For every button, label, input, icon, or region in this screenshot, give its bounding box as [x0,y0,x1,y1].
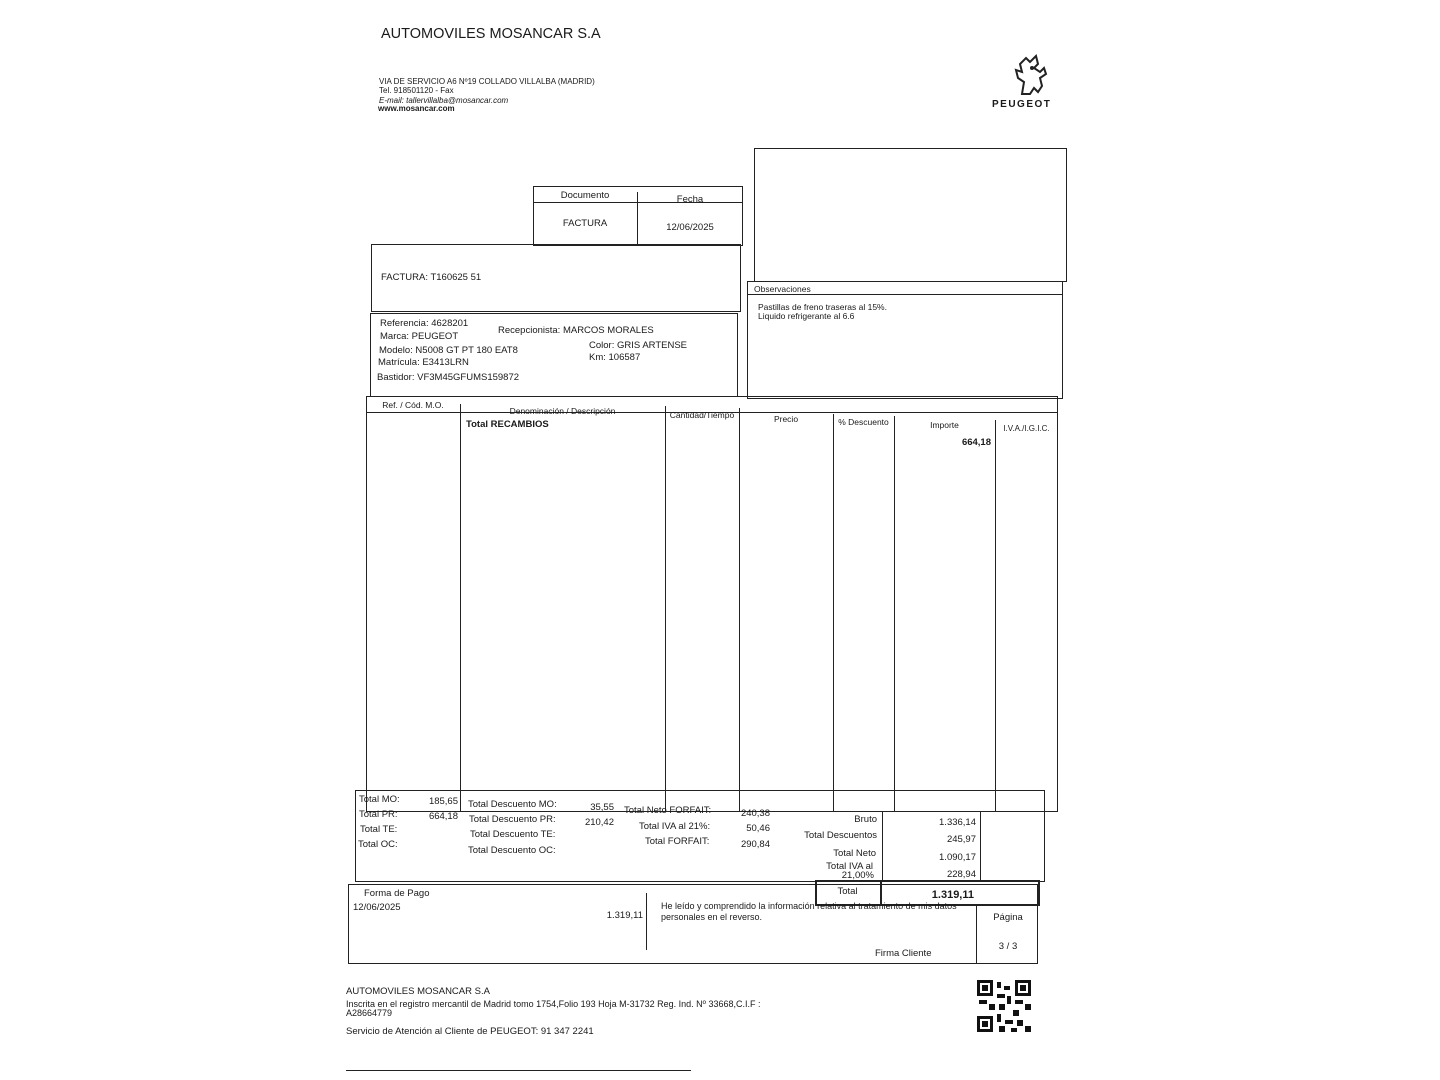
header-iva: I.V.A./I.G.I.C. [1003,424,1050,433]
documento-value: FACTURA [562,218,608,229]
header-dto: % Descuento [838,417,889,427]
total-descuentos-value: 245,97 [946,834,976,845]
fecha-value: 12/06/2025 [666,222,714,233]
peugeot-lion-icon [1008,52,1052,98]
pagina-label: Página [993,912,1023,923]
footer-cif: A28664779 [346,1008,393,1018]
grand-total-value: 1.319,11 [931,889,974,901]
brand-name: PEUGEOT [992,99,1052,110]
bruto-value: 1.336,14 [939,817,976,828]
forma-pago-label: Forma de Pago [364,888,430,899]
items-table [366,396,1058,812]
bruto-label: Bruto [854,814,877,825]
total-pr-label: Total PR: [359,809,398,820]
header-importe: Importe [930,420,959,430]
vehicle-km: Km: 106587 [589,352,641,363]
total-dmo-value: 35,55 [590,802,614,813]
total-iva-forfait-label: Total IVA al 21%: [639,821,711,832]
company-name: AUTOMOVILES MOSANCAR S.A [381,26,601,42]
header-ref: Ref. / Cód. M.O. [382,400,444,410]
header-desc: Denominación / Descripción [509,406,616,416]
total-forfait-value: 290,84 [740,839,770,850]
footer-divider [346,1070,691,1071]
total-iva-label: Total IVA al [826,861,873,872]
total-dpr-label: Total Descuento PR: [469,814,556,825]
vehicle-marca: Marca: PEUGEOT [380,331,459,342]
total-iva-pct: 21,00% [841,870,874,881]
total-neto-forfait-label: Total Neto FORFAIT: [624,805,712,816]
company-address: VIA DE SERVICIO A6 Nº19 COLLADO VILLALBA (MADRID) [379,77,595,86]
vehicle-recepcionista: Recepcionista: MARCOS MORALES [498,325,654,336]
observaciones-line1: Pastillas de freno traseras al 15%. [758,302,887,312]
total-mo-label: Total MO: [359,794,400,805]
total-doc-label: Total Descuento OC: [468,845,556,856]
total-oc-label: Total OC: [358,839,398,850]
header-precio: Precio [773,414,799,424]
footer-registry: Inscrita en el registro mercantil de Madrid tomo 1754,Folio 193 Hoja M-31732 Reg. Ind. Nº 33668,C.I.F : [346,999,761,1009]
documento-label: Documento [560,190,610,201]
payment-amount: 1.319,11 [606,910,643,921]
total-dte-label: Total Descuento TE: [470,829,556,840]
total-pr-value: 664,18 [428,811,458,822]
total-neto-value: 1.090,17 [939,852,976,863]
row-importe: 664,18 [961,437,991,448]
company-tel: Tel. 918501120 - Fax [379,86,454,95]
vehicle-referencia: Referencia: 4628201 [380,318,469,329]
company-web: www.mosancar.com [378,104,455,113]
company-email: E-mail: tallervillalba@mosancar.com [379,96,509,105]
total-dpr-value: 210,42 [584,817,614,828]
vehicle-bastidor: Bastidor: VF3M45GFUMS159872 [377,372,520,383]
grand-total-label: Total [837,886,858,897]
pagina-value: 3 / 3 [998,941,1018,952]
client-address-box [754,148,1067,282]
invoice-number: FACTURA: T160625 51 [381,272,482,283]
footer-company: AUTOMOVILES MOSANCAR S.A [346,986,490,997]
legal-text-line2: personales en el reverso. [661,912,763,922]
total-mo-value: 185,65 [428,796,458,807]
row-description: Total RECAMBIOS [466,419,549,430]
observaciones-box [747,281,1063,399]
total-descuentos-label: Total Descuentos [804,830,877,841]
header-cant: Cantidad/Tiempo [669,410,735,420]
total-neto-forfait-value: 240,38 [740,808,770,819]
payment-box [348,884,1038,964]
footer-service: Servicio de Atención al Cliente de PEUGEOT: 91 347 2241 [346,1026,594,1037]
total-neto-label: Total Neto [833,848,876,859]
observaciones-line2: Liquido refrigerante al 6.6 [758,311,855,321]
vehicle-color: Color: GRIS ARTENSE [589,340,688,351]
legal-text-line1: He leído y comprendido la información relativa al tratamiento de mis datos [661,901,957,911]
observaciones-label: Observaciones [754,284,811,294]
total-forfait-label: Total FORFAIT: [645,836,710,847]
total-dmo-label: Total Descuento MO: [468,799,557,810]
total-iva-value: 228,94 [946,869,976,880]
qr-code-icon [977,980,1031,1032]
firma-cliente: Firma Cliente [875,948,932,959]
total-iva-forfait-value: 50,46 [746,823,770,834]
fecha-label: Fecha [676,194,704,205]
vehicle-modelo: Modelo: N5008 GT PT 180 EAT8 [379,345,518,356]
vehicle-matricula: Matrícula: E3413LRN [378,357,469,368]
payment-date: 12/06/2025 [353,902,401,913]
total-te-label: Total TE: [360,824,398,835]
